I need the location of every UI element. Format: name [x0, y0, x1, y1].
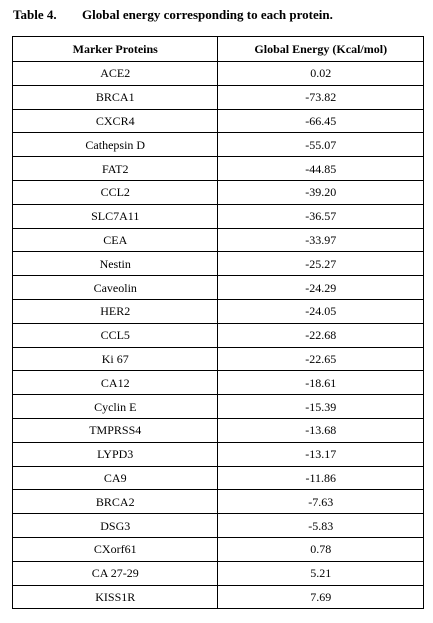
energy-cell: -24.05: [218, 299, 424, 323]
energy-cell: -22.65: [218, 347, 424, 371]
protein-cell: CA12: [13, 371, 218, 395]
protein-cell: FAT2: [13, 157, 218, 181]
header-row: [13, 37, 424, 62]
protein-cell: DSG3: [13, 514, 218, 538]
header-marker-proteins: Marker Proteins: [13, 37, 218, 62]
protein-cell: BRCA1: [13, 85, 218, 109]
protein-cell: CCL2: [13, 180, 218, 204]
table-row: [13, 323, 424, 347]
energy-cell: -15.39: [218, 395, 424, 419]
protein-cell: Nestin: [13, 252, 218, 276]
protein-cell: Cyclin E: [13, 395, 218, 419]
energy-cell: -55.07: [218, 133, 424, 157]
table-row: [13, 180, 424, 204]
energy-cell: -73.82: [218, 85, 424, 109]
table-row: [13, 537, 424, 561]
table-caption: [13, 7, 333, 23]
protein-cell: HER2: [13, 299, 218, 323]
protein-cell: KISS1R: [13, 585, 218, 609]
protein-cell: Ki 67: [13, 347, 218, 371]
table-row: [13, 204, 424, 228]
protein-cell: CCL5: [13, 323, 218, 347]
energy-cell: 0.78: [218, 537, 424, 561]
table-row: [13, 514, 424, 538]
table-row: [13, 395, 424, 419]
energy-cell: -44.85: [218, 157, 424, 181]
protein-cell: CEA: [13, 228, 218, 252]
protein-cell: CA 27-29: [13, 561, 218, 585]
table-row: [13, 276, 424, 300]
energy-cell: 5.21: [218, 561, 424, 585]
table-row: [13, 466, 424, 490]
energy-cell: -24.29: [218, 276, 424, 300]
energy-table: [12, 36, 424, 609]
table-row: [13, 371, 424, 395]
energy-cell: -25.27: [218, 252, 424, 276]
energy-cell: 0.02: [218, 62, 424, 86]
table-row: [13, 442, 424, 466]
table-row: [13, 585, 424, 609]
table-row: [13, 299, 424, 323]
energy-cell: -66.45: [218, 109, 424, 133]
energy-cell: -7.63: [218, 490, 424, 514]
energy-cell: -18.61: [218, 371, 424, 395]
energy-cell: -22.68: [218, 323, 424, 347]
table-row: [13, 62, 424, 86]
table-header: [13, 37, 424, 62]
table-row: [13, 252, 424, 276]
protein-cell: SLC7A11: [13, 204, 218, 228]
energy-cell: -33.97: [218, 228, 424, 252]
protein-cell: BRCA2: [13, 490, 218, 514]
table-row: [13, 85, 424, 109]
table-row: [13, 109, 424, 133]
protein-cell: ACE2: [13, 62, 218, 86]
table-row: [13, 561, 424, 585]
table-body: [13, 62, 424, 609]
protein-cell: Cathepsin D: [13, 133, 218, 157]
protein-cell: CXCR4: [13, 109, 218, 133]
table-row: [13, 133, 424, 157]
protein-cell: TMPRSS4: [13, 418, 218, 442]
energy-cell: -13.17: [218, 442, 424, 466]
table-row: [13, 157, 424, 181]
energy-cell: -11.86: [218, 466, 424, 490]
energy-cell: 7.69: [218, 585, 424, 609]
energy-cell: -39.20: [218, 180, 424, 204]
energy-cell: -5.83: [218, 514, 424, 538]
protein-cell: Caveolin: [13, 276, 218, 300]
protein-cell: CA9: [13, 466, 218, 490]
energy-cell: -13.68: [218, 418, 424, 442]
table-row: [13, 490, 424, 514]
energy-cell: -36.57: [218, 204, 424, 228]
protein-cell: LYPD3: [13, 442, 218, 466]
table-row: [13, 347, 424, 371]
table-row: [13, 418, 424, 442]
header-global-energy: Global Energy (Kcal/mol): [218, 37, 424, 62]
protein-cell: CXorf61: [13, 537, 218, 561]
table-title: Global energy corresponding to each protein.: [82, 7, 333, 22]
table-row: [13, 228, 424, 252]
table-number: Table 4.: [13, 7, 57, 22]
